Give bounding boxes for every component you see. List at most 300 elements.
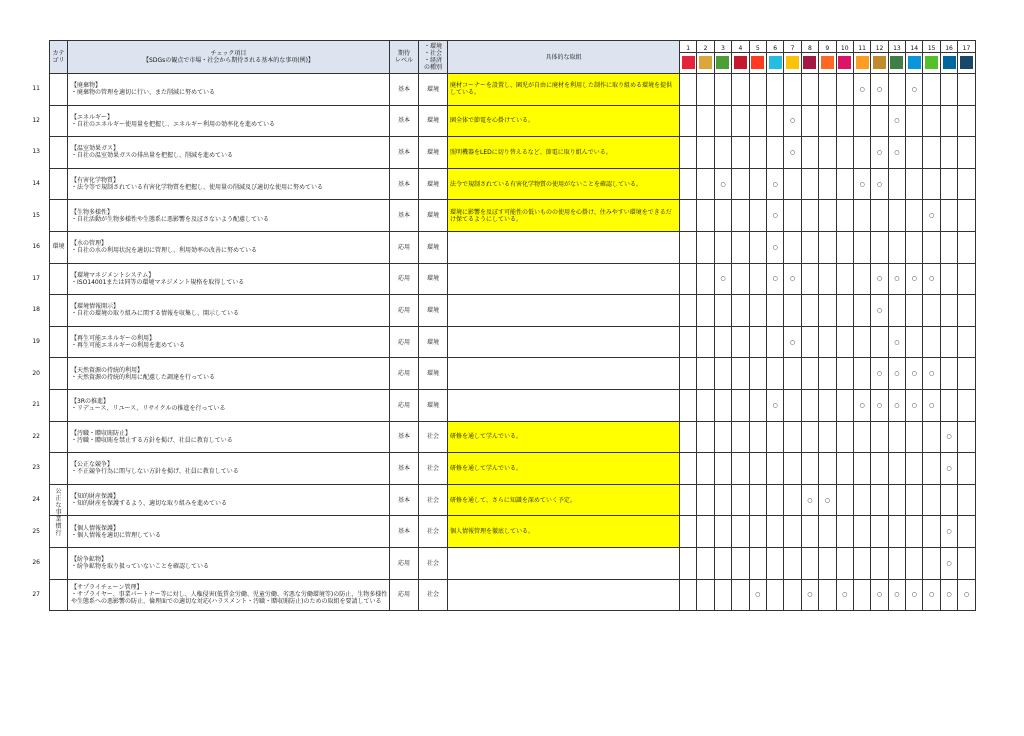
row-number: 23 xyxy=(32,464,40,472)
check-item-title: 【汚職・贈収賄防止】 xyxy=(71,429,132,437)
sdg-1-mark-cell xyxy=(680,453,697,485)
sdg-3-mark-cell xyxy=(714,579,731,610)
sdg-2-mark-cell xyxy=(697,105,714,137)
sdg-11-mark-cell xyxy=(853,105,870,137)
sdg-16-mark-cell: ○ xyxy=(940,547,957,579)
sdg-10-mark-cell xyxy=(836,358,853,390)
sdg-2-mark-cell xyxy=(697,137,714,169)
sdg-9-mark-cell xyxy=(819,547,836,579)
sdg-14-mark-cell xyxy=(906,137,923,169)
sdg-8-mark-cell xyxy=(801,453,818,485)
sdg-5-mark-cell xyxy=(749,326,766,358)
sdg-goal-8-icon xyxy=(801,53,818,74)
table-row xyxy=(50,358,976,390)
category-cell xyxy=(50,295,68,327)
level-cell: 応用 xyxy=(390,389,419,421)
sdg-9-mark-cell xyxy=(819,137,836,169)
sdg-goal-10-icon xyxy=(836,53,853,74)
row-number: 16 xyxy=(32,243,40,251)
sdg-7-mark-cell xyxy=(784,453,801,485)
sdg-4-mark-cell xyxy=(732,74,749,106)
level-cell: 基本 xyxy=(390,421,419,453)
sdg-15-mark-cell xyxy=(923,168,940,200)
sdg-number-15: 15 xyxy=(923,41,940,53)
sdg-5-mark-cell xyxy=(749,516,766,548)
sdg-6-mark-cell xyxy=(766,421,783,453)
sdg-2-mark-cell xyxy=(697,263,714,295)
action-cell xyxy=(448,547,680,579)
sdg-6-mark-cell xyxy=(766,547,783,579)
sdg-10-mark-cell xyxy=(836,263,853,295)
sdg-1-mark-cell xyxy=(680,263,697,295)
sdg-7-mark-cell xyxy=(784,421,801,453)
sdg-4-mark-cell xyxy=(732,168,749,200)
sdg-3-mark-cell xyxy=(714,453,731,485)
sdg-17-mark-cell xyxy=(958,547,975,579)
check-item-description: ・汚職・贈収賄を禁止する方針を掲げ、社員に教育している xyxy=(71,436,233,444)
sdg-7-mark-cell xyxy=(784,547,801,579)
sdg-10-mark-cell xyxy=(836,105,853,137)
sdg-6-mark-cell: ○ xyxy=(766,231,783,263)
row-number: 12 xyxy=(32,116,40,124)
sdg-goal-12-icon xyxy=(871,53,888,74)
sdg-17-mark-cell xyxy=(958,105,975,137)
sdg-9-mark-cell xyxy=(819,579,836,610)
row-number: 17 xyxy=(32,274,40,282)
sdg-10-mark-cell xyxy=(836,389,853,421)
check-item-title: 【知的財産保護】 xyxy=(71,493,120,501)
row-number: 11 xyxy=(32,85,40,93)
sdg-3-mark-cell xyxy=(714,295,731,327)
sdg-13-mark-cell xyxy=(888,484,905,516)
sdg-11-mark-cell xyxy=(853,231,870,263)
category-cell xyxy=(50,389,68,421)
sdg-8-mark-cell xyxy=(801,263,818,295)
sdg-number-13: 13 xyxy=(888,41,905,53)
sdg-4-mark-cell xyxy=(732,516,749,548)
check-item-cell xyxy=(68,484,390,516)
sdg-goal-11-icon xyxy=(853,53,870,74)
type-cell: 社会 xyxy=(419,453,448,485)
sdg-10-mark-cell xyxy=(836,295,853,327)
table-row xyxy=(50,547,976,579)
sdg-6-mark-cell xyxy=(766,105,783,137)
check-item-title: 【公正な競争】 xyxy=(71,461,114,469)
sdg-15-mark-cell xyxy=(923,231,940,263)
sdg-11-mark-cell: ○ xyxy=(853,168,870,200)
sdg-2-mark-cell xyxy=(697,547,714,579)
table-row xyxy=(50,389,976,421)
sdg-10-mark-cell xyxy=(836,453,853,485)
sdg-9-mark-cell xyxy=(819,263,836,295)
check-item-title: 【個人情報保護】 xyxy=(71,524,120,532)
sdg-15-mark-cell xyxy=(923,74,940,106)
sdg-9-mark-cell xyxy=(819,389,836,421)
sdg-number-4: 4 xyxy=(732,41,749,53)
sdg-11-mark-cell xyxy=(853,326,870,358)
header-number-row xyxy=(50,41,976,53)
sdg-15-mark-cell: ○ xyxy=(923,579,940,610)
sdg-9-mark-cell xyxy=(819,326,836,358)
sdg-12-mark-cell: ○ xyxy=(871,358,888,390)
sdg-1-mark-cell xyxy=(680,74,697,106)
sdg-16-mark-cell xyxy=(940,137,957,169)
sdg-17-mark-cell: ○ xyxy=(958,579,975,610)
sdg-7-mark-cell xyxy=(784,200,801,232)
type-cell: 環境 xyxy=(419,137,448,169)
sdg-8-mark-cell xyxy=(801,389,818,421)
sdg-goal-1-icon xyxy=(680,53,697,74)
sdg-goal-15-icon xyxy=(923,53,940,74)
category-cell xyxy=(50,579,68,610)
sdg-goal-15-swatch xyxy=(925,56,938,69)
sdg-11-mark-cell xyxy=(853,137,870,169)
category-cell xyxy=(50,421,68,453)
check-item-cell xyxy=(68,105,390,137)
level-cell: 応用 xyxy=(390,547,419,579)
sdg-15-mark-cell xyxy=(923,516,940,548)
header-check-item: チェック項目 【SDGsの観点で市場・社会から期待される基本的な事項(例)】 xyxy=(68,41,390,74)
check-item-description: ・サプライヤー、事業パートナー等に対し、人権侵害(低賃金労働、児童労働、劣悪な労働環境等)の防止、生物多様性や生態系への悪影響の防止、倫理面での適切な対応(ハラスメント・汚職・贈収賄防止)のための取組を要請している xyxy=(71,591,388,605)
sdg-13-mark-cell: ○ xyxy=(888,358,905,390)
sdg-17-mark-cell xyxy=(958,231,975,263)
sdg-number-11: 11 xyxy=(853,41,870,53)
sdg-1-mark-cell xyxy=(680,421,697,453)
sdg-11-mark-cell xyxy=(853,421,870,453)
sdg-checklist-table xyxy=(49,40,976,611)
sdg-7-mark-cell xyxy=(784,516,801,548)
sdg-7-mark-cell xyxy=(784,231,801,263)
sdg-goal-9-icon xyxy=(819,53,836,74)
sdg-12-mark-cell xyxy=(871,516,888,548)
category-cell xyxy=(50,74,68,106)
check-item-title: 【生物多様性】 xyxy=(71,208,114,216)
sdg-9-mark-cell: ○ xyxy=(819,484,836,516)
check-item-description: ・ISO14001または同等の環境マネジメント規格を取得している xyxy=(71,278,245,286)
check-item-description: ・自社のエネルギー使用量を把握し、エネルギー利用の効率化を進めている xyxy=(71,120,276,128)
sdg-17-mark-cell xyxy=(958,263,975,295)
table-row xyxy=(50,137,976,169)
sdg-9-mark-cell xyxy=(819,295,836,327)
row-number: 15 xyxy=(32,211,40,219)
sdg-12-mark-cell xyxy=(871,547,888,579)
sdg-17-mark-cell xyxy=(958,358,975,390)
sdg-8-mark-cell xyxy=(801,516,818,548)
level-cell: 応用 xyxy=(390,231,419,263)
sdg-goal-2-swatch xyxy=(699,56,712,69)
sdg-1-mark-cell xyxy=(680,105,697,137)
category-cell xyxy=(50,263,68,295)
check-item-cell xyxy=(68,326,390,358)
sdg-17-mark-cell xyxy=(958,516,975,548)
sdg-5-mark-cell xyxy=(749,421,766,453)
level-cell: 応用 xyxy=(390,263,419,295)
type-cell: 環境 xyxy=(419,295,448,327)
sdg-13-mark-cell xyxy=(888,231,905,263)
sdg-goal-1-swatch xyxy=(682,56,695,69)
sdg-1-mark-cell xyxy=(680,516,697,548)
sdg-12-mark-cell: ○ xyxy=(871,295,888,327)
sdg-goal-17-icon xyxy=(958,53,975,74)
type-cell: 社会 xyxy=(419,516,448,548)
check-item-description: ・リデュース、リユース、リサイクルの推進を行っている xyxy=(71,405,226,413)
sdg-goal-8-swatch xyxy=(803,56,816,69)
check-item-cell xyxy=(68,263,390,295)
action-cell: 法令で規制されている有害化学物質の使用がないことを確認している。 xyxy=(448,168,680,200)
sdg-13-mark-cell xyxy=(888,516,905,548)
sdg-10-mark-cell xyxy=(836,421,853,453)
action-cell: 環境に影響を及ぼす可能性の低いものの使用を心掛け、住みやすい環境をできるだけ保てるようにしている。 xyxy=(448,200,680,232)
sdg-16-mark-cell: ○ xyxy=(940,579,957,610)
check-item-description: ・自社の水の利用状況を適切に管理し、利用効率の改善に努めている xyxy=(71,247,258,255)
action-cell xyxy=(448,295,680,327)
header-type: ・環境 ・社会 ・経済 の種別 xyxy=(419,41,448,74)
row-number: 26 xyxy=(32,559,40,567)
sdg-number-16: 16 xyxy=(940,41,957,53)
sdg-2-mark-cell xyxy=(697,389,714,421)
sdg-17-mark-cell xyxy=(958,421,975,453)
sdg-15-mark-cell xyxy=(923,547,940,579)
sdg-14-mark-cell xyxy=(906,516,923,548)
sdg-5-mark-cell: ○ xyxy=(749,579,766,610)
check-item-description: ・法令等で規制されている有害化学物質を把握し、使用量の削減及び適切な使用に努めている xyxy=(71,184,324,192)
sdg-8-mark-cell xyxy=(801,231,818,263)
level-cell: 基本 xyxy=(390,484,419,516)
type-cell: 環境 xyxy=(419,263,448,295)
sdg-7-mark-cell xyxy=(784,579,801,610)
check-item-description: ・個人情報を適切に管理している xyxy=(71,531,162,539)
sdg-1-mark-cell xyxy=(680,358,697,390)
sdg-14-mark-cell xyxy=(906,326,923,358)
sdg-8-mark-cell: ○ xyxy=(801,484,818,516)
sdg-16-mark-cell xyxy=(940,484,957,516)
sdg-17-mark-cell xyxy=(958,200,975,232)
type-cell: 環境 xyxy=(419,389,448,421)
sdg-17-mark-cell xyxy=(958,326,975,358)
action-cell: 園全体で節電を心掛けている。 xyxy=(448,105,680,137)
sdg-12-mark-cell: ○ xyxy=(871,579,888,610)
sdg-8-mark-cell xyxy=(801,547,818,579)
sdg-12-mark-cell: ○ xyxy=(871,168,888,200)
check-item-title: 【廃棄物】 xyxy=(71,82,102,90)
check-item-title: 【環境情報開示】 xyxy=(71,303,120,311)
sdg-6-mark-cell xyxy=(766,358,783,390)
category-cell xyxy=(50,168,68,200)
sdg-4-mark-cell xyxy=(732,547,749,579)
sdg-2-mark-cell xyxy=(697,358,714,390)
table-row xyxy=(50,453,976,485)
header-level: 期待 レベル xyxy=(390,41,419,74)
sdg-13-mark-cell: ○ xyxy=(888,105,905,137)
check-item-description: ・紛争鉱物を取り扱っていないことを確認している xyxy=(71,563,210,571)
sdg-8-mark-cell xyxy=(801,168,818,200)
row-number: 18 xyxy=(32,306,40,314)
sdg-7-mark-cell xyxy=(784,358,801,390)
table-row xyxy=(50,231,976,263)
sdg-goal-10-swatch xyxy=(838,56,851,69)
check-item-description: ・知的財産を保護するよう、適切な取り組みを進めている xyxy=(71,500,228,508)
sdg-goal-3-swatch xyxy=(716,56,729,69)
row-number: 21 xyxy=(32,401,40,409)
sdg-3-mark-cell xyxy=(714,231,731,263)
sdg-17-mark-cell xyxy=(958,484,975,516)
sdg-8-mark-cell: ○ xyxy=(801,579,818,610)
sdg-13-mark-cell xyxy=(888,547,905,579)
sdg-2-mark-cell xyxy=(697,168,714,200)
sdg-4-mark-cell xyxy=(732,484,749,516)
sdg-13-mark-cell xyxy=(888,421,905,453)
sdg-6-mark-cell xyxy=(766,137,783,169)
table-row xyxy=(50,326,976,358)
sdg-11-mark-cell xyxy=(853,358,870,390)
sdg-6-mark-cell xyxy=(766,484,783,516)
check-item-cell xyxy=(68,295,390,327)
sdg-15-mark-cell xyxy=(923,453,940,485)
header-actions: 具体的な取組 xyxy=(448,41,680,74)
sdg-10-mark-cell xyxy=(836,326,853,358)
sdg-14-mark-cell xyxy=(906,200,923,232)
row-number: 20 xyxy=(32,369,40,377)
sdg-13-mark-cell: ○ xyxy=(888,579,905,610)
check-item-cell xyxy=(68,74,390,106)
sdg-4-mark-cell xyxy=(732,231,749,263)
sdg-goal-4-swatch xyxy=(734,56,747,69)
sdg-number-5: 5 xyxy=(749,41,766,53)
sdg-16-mark-cell xyxy=(940,231,957,263)
sdg-15-mark-cell xyxy=(923,295,940,327)
sdg-10-mark-cell xyxy=(836,168,853,200)
sdg-7-mark-cell: ○ xyxy=(784,137,801,169)
sdg-14-mark-cell xyxy=(906,295,923,327)
sdg-3-mark-cell: ○ xyxy=(714,263,731,295)
sdg-6-mark-cell xyxy=(766,295,783,327)
sdg-14-mark-cell xyxy=(906,168,923,200)
check-item-description: ・自社活動が生物多様性や生態系に悪影響を及ぼさないよう配慮している xyxy=(71,215,270,223)
sdg-8-mark-cell xyxy=(801,295,818,327)
sdg-4-mark-cell xyxy=(732,421,749,453)
table-row xyxy=(50,105,976,137)
action-cell: 廃材コーナーを設置し、園児が自由に廃材を利用した制作に取り組める環境を提供している。 xyxy=(448,74,680,106)
sdg-14-mark-cell xyxy=(906,547,923,579)
sdg-16-mark-cell xyxy=(940,295,957,327)
sdg-7-mark-cell: ○ xyxy=(784,263,801,295)
table-row xyxy=(50,200,976,232)
level-cell: 基本 xyxy=(390,74,419,106)
sdg-12-mark-cell: ○ xyxy=(871,389,888,421)
type-cell: 社会 xyxy=(419,579,448,610)
check-item-cell xyxy=(68,200,390,232)
sdg-16-mark-cell xyxy=(940,74,957,106)
sdg-8-mark-cell xyxy=(801,326,818,358)
sdg-5-mark-cell xyxy=(749,231,766,263)
sdg-6-mark-cell: ○ xyxy=(766,168,783,200)
category-cell xyxy=(50,453,68,485)
level-cell: 基本 xyxy=(390,453,419,485)
check-item-description: ・不正競争行為に関与しない方針を掲げ、社員に教育している xyxy=(71,468,239,476)
check-item-cell xyxy=(68,579,390,610)
sdg-12-mark-cell xyxy=(871,105,888,137)
action-cell xyxy=(448,579,680,610)
sdg-goal-6-icon xyxy=(766,53,783,74)
table-row xyxy=(50,263,976,295)
sdg-goal-16-icon xyxy=(940,53,957,74)
sdg-3-mark-cell xyxy=(714,421,731,453)
check-item-cell xyxy=(68,137,390,169)
sdg-16-mark-cell xyxy=(940,263,957,295)
sdg-14-mark-cell xyxy=(906,484,923,516)
check-item-cell xyxy=(68,168,390,200)
check-item-description: ・自社の環境の取り組みに関する情報を収集し、開示している xyxy=(71,310,240,318)
sdg-2-mark-cell xyxy=(697,453,714,485)
sdg-goal-11-swatch xyxy=(856,56,869,69)
sdg-number-10: 10 xyxy=(836,41,853,53)
check-item-description: ・自社の温室効果ガスの排出量を把握し、削減を進めている xyxy=(71,152,234,160)
sdg-14-mark-cell: ○ xyxy=(906,389,923,421)
sdg-6-mark-cell xyxy=(766,74,783,106)
sdg-goal-7-swatch xyxy=(786,56,799,69)
level-cell: 応用 xyxy=(390,326,419,358)
sdg-9-mark-cell xyxy=(819,105,836,137)
sdg-12-mark-cell xyxy=(871,231,888,263)
sdg-4-mark-cell xyxy=(732,295,749,327)
sdg-13-mark-cell xyxy=(888,200,905,232)
sdg-9-mark-cell xyxy=(819,516,836,548)
check-item-title: 【環境マネジメントシステム】 xyxy=(71,271,155,279)
sdg-10-mark-cell xyxy=(836,200,853,232)
sdg-13-mark-cell: ○ xyxy=(888,263,905,295)
category-label: 公正な事業慣行 xyxy=(55,488,62,538)
sdg-4-mark-cell xyxy=(732,263,749,295)
sdg-12-mark-cell xyxy=(871,200,888,232)
row-number: 22 xyxy=(32,432,40,440)
sdg-14-mark-cell xyxy=(906,421,923,453)
table-row xyxy=(50,579,976,610)
sdg-5-mark-cell xyxy=(749,74,766,106)
sdg-16-mark-cell xyxy=(940,389,957,421)
sdg-16-mark-cell xyxy=(940,326,957,358)
sdg-9-mark-cell xyxy=(819,453,836,485)
table-row xyxy=(50,168,976,200)
sdg-goal-6-swatch xyxy=(769,56,782,69)
sdg-13-mark-cell: ○ xyxy=(888,137,905,169)
type-cell: 社会 xyxy=(419,484,448,516)
sdg-11-mark-cell xyxy=(853,263,870,295)
sdg-10-mark-cell xyxy=(836,484,853,516)
check-item-title: 【3Rの推進】 xyxy=(71,398,109,406)
sdg-10-mark-cell xyxy=(836,74,853,106)
sdg-17-mark-cell xyxy=(958,74,975,106)
sdg-17-mark-cell xyxy=(958,137,975,169)
type-cell: 環境 xyxy=(419,200,448,232)
sdg-number-6: 6 xyxy=(766,41,783,53)
sdg-2-mark-cell xyxy=(697,516,714,548)
sdg-15-mark-cell: ○ xyxy=(923,358,940,390)
sdg-13-mark-cell xyxy=(888,74,905,106)
level-cell: 基本 xyxy=(390,200,419,232)
sdg-10-mark-cell: ○ xyxy=(836,579,853,610)
type-cell: 社会 xyxy=(419,547,448,579)
check-item-cell xyxy=(68,358,390,390)
sdg-11-mark-cell xyxy=(853,295,870,327)
sdg-goal-12-swatch xyxy=(873,56,886,69)
type-cell: 環境 xyxy=(419,168,448,200)
sdg-1-mark-cell xyxy=(680,484,697,516)
sdg-14-mark-cell: ○ xyxy=(906,74,923,106)
level-cell: 応用 xyxy=(390,579,419,610)
sdg-11-mark-cell xyxy=(853,516,870,548)
sdg-3-mark-cell xyxy=(714,484,731,516)
sdg-2-mark-cell xyxy=(697,421,714,453)
